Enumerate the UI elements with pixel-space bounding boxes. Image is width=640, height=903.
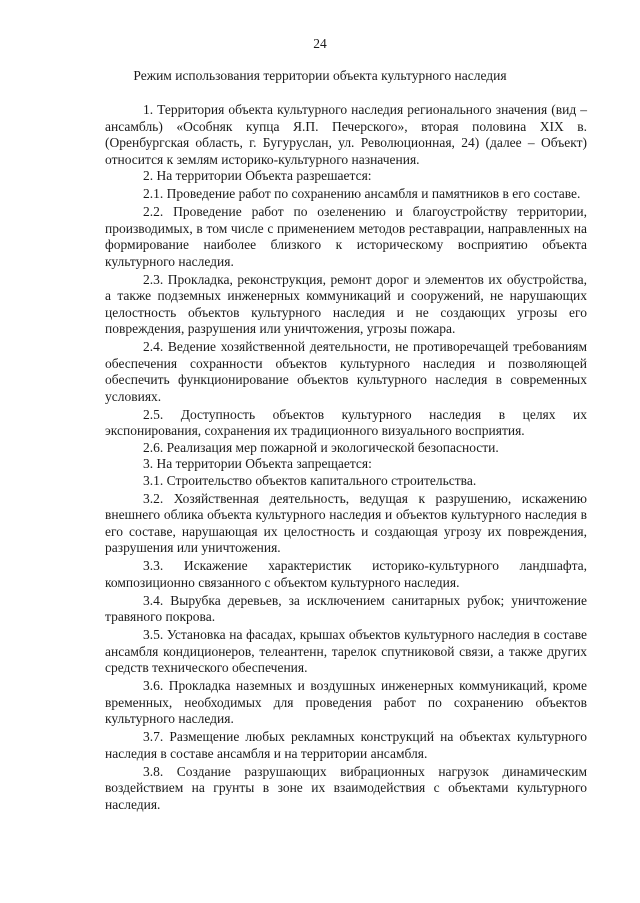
paragraph-3-5: 3.5. Установка на фасадах, крышах объектов культурного наследия в составе ансамбля кондиционеров, телеантенн, тарелок спутниковой связи, а также других средств технического обеспечения.: [105, 627, 587, 675]
paragraph-3-1: 3.1. Строительство объектов капитального строительства.: [143, 472, 477, 488]
paragraph-2-5: 2.5. Доступность объектов культурного наследия в целях их экспонирования, сохранения их традиционного визуального восприятия.: [105, 406, 587, 438]
paragraph-3-4: 3.4. Вырубка деревьев, за исключением санитарных рубок; уничтожение травяного покрова.: [105, 592, 587, 624]
section-title: Режим использования территории объекта культурного наследия: [133, 68, 507, 83]
paragraph-3: 3. На территории Объекта запрещается:: [143, 456, 372, 471]
paragraph-1: 1. Территория объекта культурного наследия регионального значения (вид – ансамбль) «Особняк купца Я.П. Печерского», вторая половина XIX в. (Оренбургская область, г. Бугуруслан, ул. Революционная, 24) (далее – Объект) относится к землям историко-культурного назначения.: [105, 102, 587, 167]
paragraph-3-2: 3.2. Хозяйственная деятельность, ведущая к разрушению, искажению внешнего облика объекта культурного наследия и объектов культурного наследия в его составе, нарушающая их целостность и создающая угрозу их повреждения, разрушения или уничтожения.: [105, 490, 587, 555]
paragraph-2: 2. На территории Объекта разрешается:: [143, 168, 372, 183]
paragraph-3-7: 3.7. Размещение любых рекламных конструкций на объектах культурного наследия в составе ансамбля и на территории ансамбля.: [105, 729, 587, 761]
document-body: [105, 102, 587, 813]
paragraph-3-8: 3.8. Создание разрушающих вибрационных нагрузок динамическим воздействием на грунты в зоне их взаимодействия с объектами культурного наследия.: [105, 763, 587, 812]
paragraph-2-4: 2.4. Ведение хозяйственной деятельности, не противоречащей требованиям обеспечения сохранности объектов культурного наследия и позволяющей обеспечить функционирование объектов культурного наследия в современных условиях.: [105, 339, 587, 404]
paragraph-3-3: 3.3. Искажение характеристик историко-культурного ландшафта, композиционно связанного с объектом культурного наследия.: [105, 558, 587, 590]
paragraph-2-2: 2.2. Проведение работ по озеленению и благоустройству территории, производимых, в том числе с применением методов реставрации, направленных на формирование наиболее близкого к историческому восприятию объекта культурного наследия.: [105, 204, 587, 269]
paragraph-2-1: 2.1. Проведение работ по сохранению ансамбля и памятников в его составе.: [143, 186, 581, 201]
paragraph-2-6: 2.6. Реализация мер пожарной и экологической безопасности.: [143, 439, 499, 455]
page-number: 24: [313, 36, 327, 51]
paragraph-3-6: 3.6. Прокладка наземных и воздушных инженерных коммуникаций, кроме временных, необходимых для проведения работ по сохранению объектов культурного наследия.: [105, 678, 587, 726]
paragraph-2-3: 2.3. Прокладка, реконструкция, ремонт дорог и элементов их обустройства, а также подземных инженерных коммуникаций и сооружений, не нарушающих целостность объектов культурного наследия и не создающих угрозы его повреждения, разрушения или уничтожения, угрозы пожара.: [105, 271, 587, 336]
